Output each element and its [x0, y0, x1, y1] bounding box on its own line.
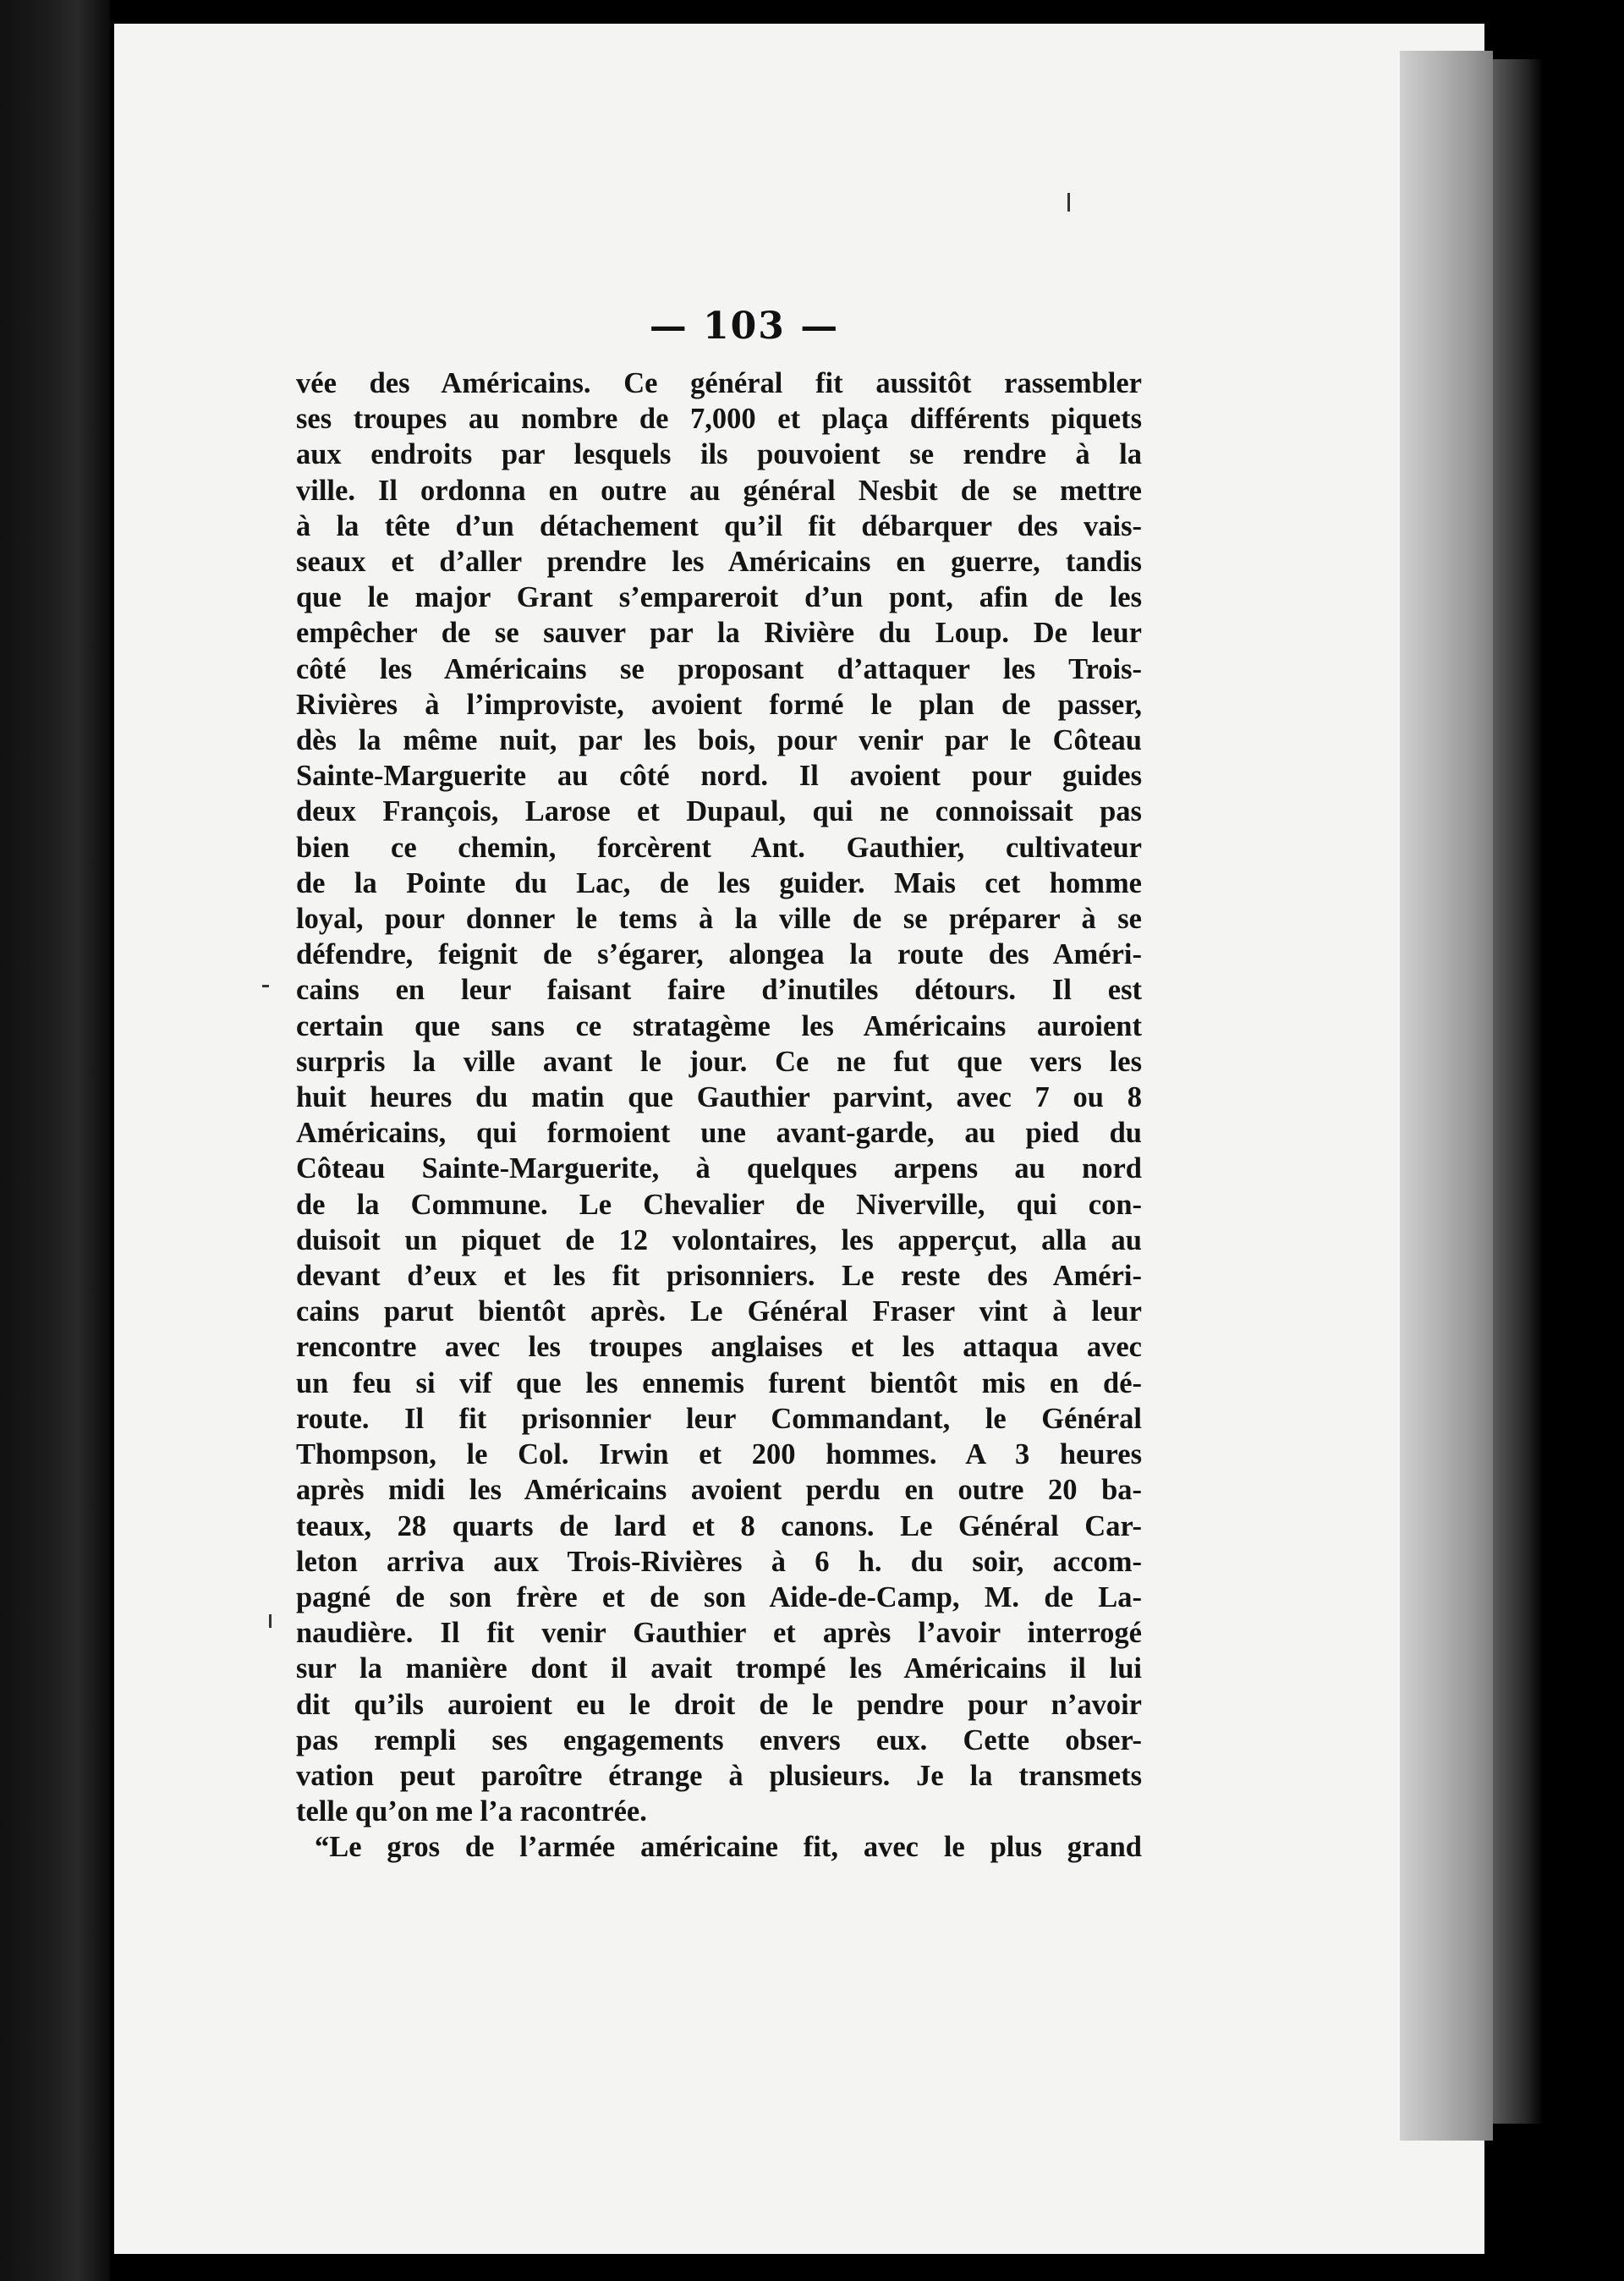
text-line: aux endroits par lesquels ils pouvoient se rendre à la — [296, 438, 1142, 471]
text-line: après midi les Américains avoient perdu en outre 20 ba- — [296, 1474, 1142, 1507]
text-line: Rivières à l’improviste, avoient formé le plan de passer, — [296, 688, 1142, 721]
text-line: deux François, Larose et Dupaul, qui ne connoissait pas — [296, 795, 1142, 828]
stray-mark — [262, 985, 269, 987]
paragraph-end-line: telle qu’on me l’a racontrée. — [296, 1795, 647, 1828]
text-line: teaux, 28 quarts de lard et 8 canons. Le Général Car- — [296, 1509, 1142, 1542]
text-line: huit heures du matin que Gauthier parvint, avec 7 ou 8 — [296, 1081, 1142, 1114]
text-line: vée des Américains. Ce général fit aussitôt rassembler — [296, 367, 1142, 399]
text-line: à la tête d’un détachement qu’il fit débarquer des vais- — [296, 509, 1142, 542]
text-line: surpris la ville avant le jour. Ce ne fut que vers les — [296, 1045, 1142, 1078]
text-line: de la Commune. Le Chevalier de Niverville, qui con- — [296, 1188, 1142, 1221]
page-body-text — [296, 366, 1142, 1866]
text-line: Américains, qui formoient une avant-garde, au pied du — [296, 1117, 1142, 1150]
text-line: dès la même nuit, par les bois, pour venir par le Côteau — [296, 724, 1142, 757]
book-spine-shadow — [0, 0, 110, 2281]
text-line: de la Pointe du Lac, de les guider. Mais cet homme — [296, 866, 1142, 899]
paragraph-start-line: “Le gros de l’armée américaine fit, avec le plus grand — [315, 1831, 1142, 1864]
text-line: bien ce chemin, forcèrent Ant. Gauthier, cultivateur — [296, 831, 1142, 864]
text-line: duisoit un piquet de 12 volontaires, les apperçut, alla au — [296, 1223, 1142, 1256]
text-line: rencontre avec les troupes anglaises et les attaqua avec — [296, 1331, 1142, 1364]
text-line: défendre, feignit de s’égarer, alongea la route des Améri- — [296, 938, 1142, 971]
text-line: Côteau Sainte-Marguerite, à quelques arpens au nord — [296, 1152, 1142, 1185]
text-line: ville. Il ordonna en outre au général Nesbit de se mettre — [296, 474, 1142, 507]
text-line: côté les Américains se proposant d’attaquer les Trois- — [296, 652, 1142, 685]
text-line: certain que sans ce stratagème les Américains auroient — [296, 1009, 1142, 1042]
text-line: devant d’eux et les fit prisonniers. Le reste des Améri- — [296, 1260, 1142, 1293]
text-line: vation peut paroître étrange à plusieurs. Je la transmets — [296, 1759, 1142, 1792]
text-line: route. Il fit prisonnier leur Commandant, le Général — [296, 1402, 1142, 1435]
stray-mark — [1067, 193, 1070, 212]
text-line: seaux et d’aller prendre les Américains en guerre, tandis — [296, 546, 1142, 579]
stray-mark — [269, 1614, 272, 1628]
text-line: que le major Grant s’empareroit d’un pont, afin de les — [296, 581, 1142, 614]
text-line: pas rempli ses engagements envers eux. Cette obser- — [296, 1723, 1142, 1756]
text-line: cains en leur faisant faire d’inutiles détours. Il est — [296, 974, 1142, 1007]
text-line: naudière. Il fit venir Gauthier et après l’avoir interrogé — [296, 1617, 1142, 1650]
text-line: cains parut bientôt après. Le Général Fraser vint à leur — [296, 1295, 1142, 1328]
text-line: ses troupes au nombre de 7,000 et plaça différents piquets — [296, 403, 1142, 436]
text-line: Sainte-Marguerite au côté nord. Il avoient pour guides — [296, 760, 1142, 793]
text-line: empêcher de se sauver par la Rivière du Loup. De leur — [296, 617, 1142, 650]
text-line: leton arriva aux Trois-Rivières à 6 h. du soir, accom- — [296, 1545, 1142, 1578]
text-line: sur la manière dont il avait trompé les Américains il lui — [296, 1652, 1142, 1685]
text-line: loyal, pour donner le tems à la ville de se préparer à se — [296, 903, 1142, 936]
page-number-header: — 103 — — [649, 305, 840, 348]
text-line: pagné de son frère et de son Aide-de-Camp, M. de La- — [296, 1580, 1142, 1613]
text-line: un feu si vif que les ennemis furent bientôt mis en dé- — [296, 1366, 1142, 1399]
page-edge-stack — [1400, 51, 1493, 2141]
text-line: dit qu’ils auroient eu le droit de le pendre pour n’avoir — [296, 1688, 1142, 1721]
text-line: Thompson, le Col. Irwin et 200 hommes. A 3 heures — [296, 1438, 1142, 1471]
page-edge-shadow — [1493, 59, 1544, 2124]
